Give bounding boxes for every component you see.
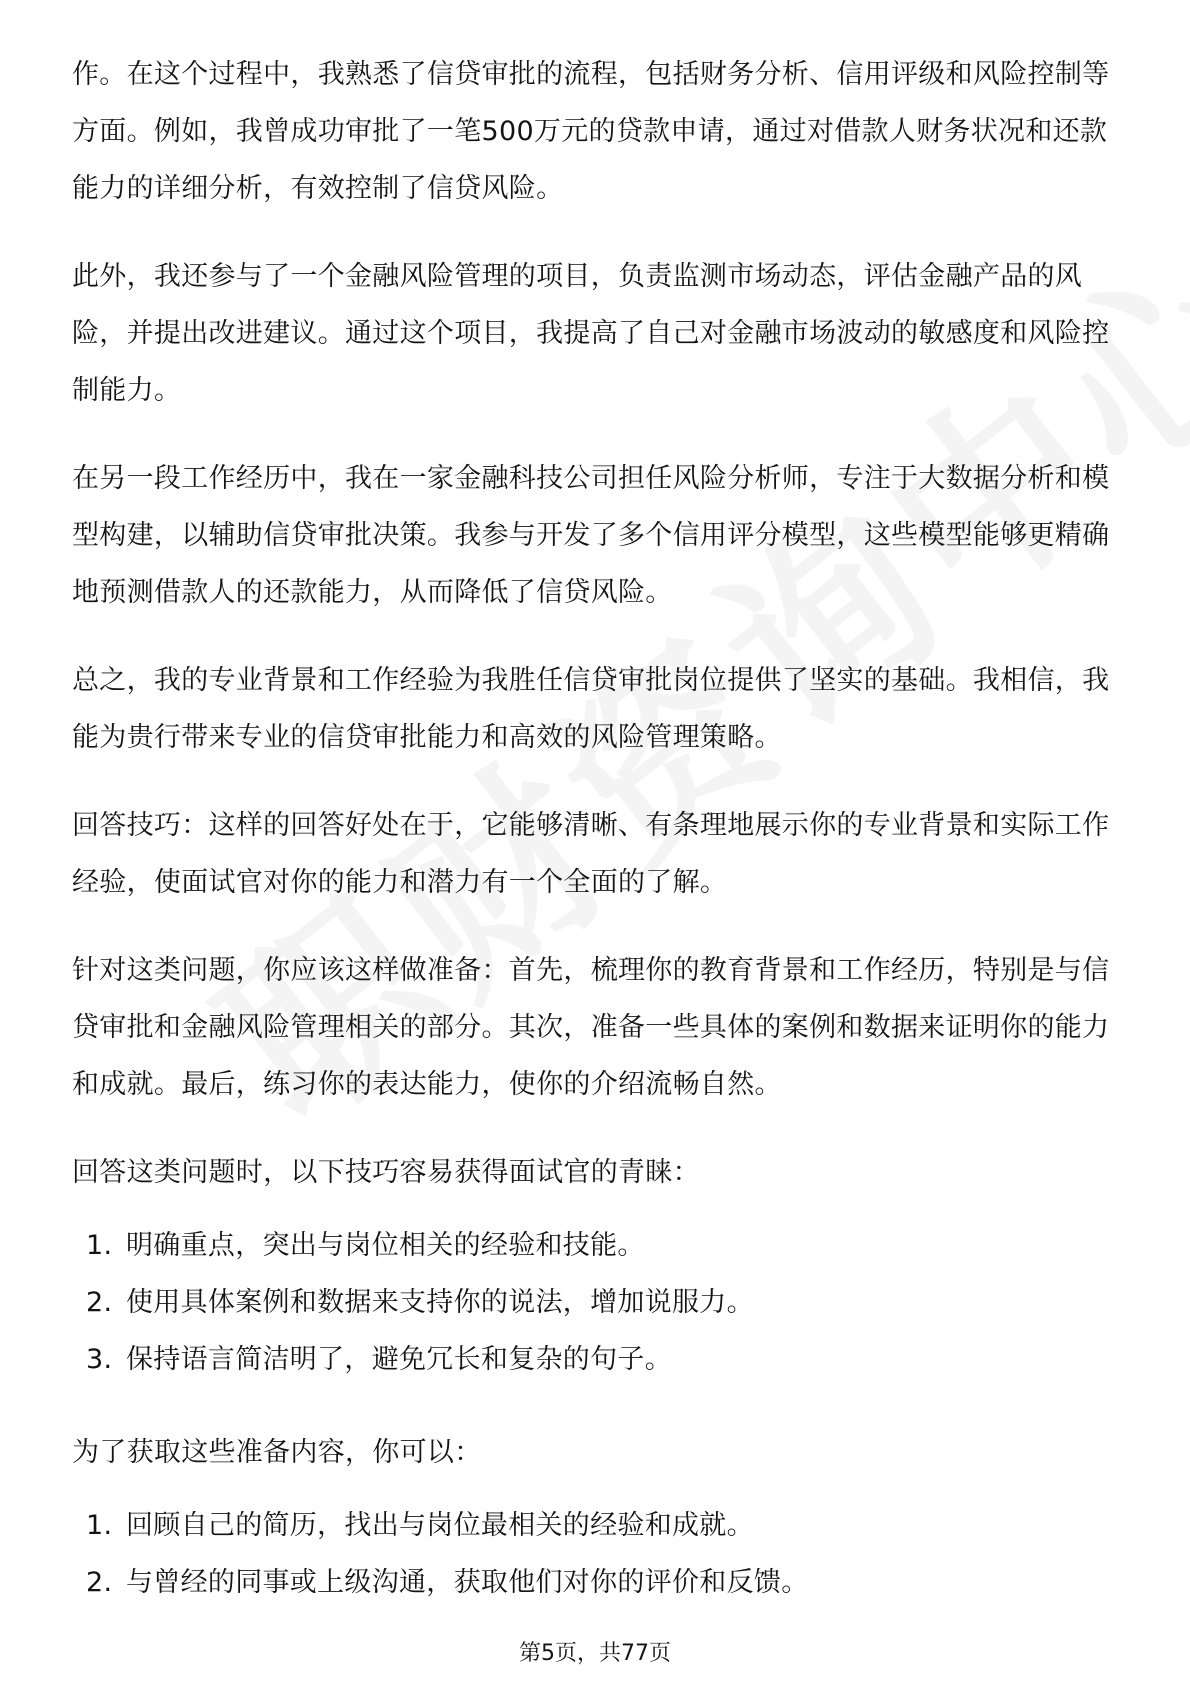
list-item-text: 明确重点，突出与岗位相关的经验和技能。 bbox=[126, 1230, 645, 1261]
paragraph: 作。在这个过程中，我熟悉了信贷审批的流程，包括财务分析、信用评级和风险控制等方面。例如，我曾成功审批了一笔500万元的贷款申请，通过对借款人财务状况和还款能力的详细分析，有效控制了信贷风险。 bbox=[72, 59, 1110, 204]
tips-list bbox=[72, 1217, 1122, 1388]
paragraph: 在另一段工作经历中，我在一家金融科技公司担任风险分析师，专注于大数据分析和模型构建，以辅助信贷审批决策。我参与开发了多个信用评分模型，这些模型能够更精确地预测借款人的还款能力，从而降低了信贷风险。 bbox=[72, 463, 1110, 608]
paragraph: 针对这类问题，你应该这样做准备：首先，梳理你的教育背景和工作经历，特别是与信贷审批和金融风险管理相关的部分。其次，准备一些具体的案例和数据来证明你的能力和成就。最后，练习你的表达能力，使你的介绍流畅自然。 bbox=[72, 955, 1110, 1100]
prep-intro: 为了获取这些准备内容，你可以： bbox=[72, 1437, 482, 1468]
list-item-text: 保持语言简洁明了，避免冗长和复杂的句子。 bbox=[126, 1344, 672, 1375]
list-item-text: 与曾经的同事或上级沟通，获取他们对你的评价和反馈。 bbox=[126, 1567, 809, 1598]
paragraph: 此外，我还参与了一个金融风险管理的项目，负责监测市场动态，评估金融产品的风险，并提出改进建议。通过这个项目，我提高了自己对金融市场波动的敏感度和风险控制能力。 bbox=[72, 261, 1110, 406]
list-item bbox=[72, 1331, 1122, 1388]
list-item bbox=[72, 1497, 1122, 1554]
list-number: 1. bbox=[86, 1510, 113, 1541]
list-item-text: 回顾自己的简历，找出与岗位最相关的经验和成就。 bbox=[126, 1510, 754, 1541]
document-body bbox=[72, 46, 1122, 1647]
tips-intro: 回答这类问题时，以下技巧容易获得面试官的青睐： bbox=[72, 1157, 700, 1188]
list-item bbox=[72, 1217, 1122, 1274]
paragraph: 总之，我的专业背景和工作经验为我胜任信贷审批岗位提供了坚实的基础。我相信，我能为贵行带来专业的信贷审批能力和高效的风险管理策略。 bbox=[72, 665, 1110, 753]
list-number: 3. bbox=[86, 1344, 113, 1375]
prep-list bbox=[72, 1497, 1122, 1611]
list-number: 1. bbox=[86, 1230, 113, 1261]
list-item bbox=[72, 1554, 1122, 1611]
page-number-footer: 第5页，共77页 bbox=[519, 1641, 671, 1666]
list-item-text: 使用具体案例和数据来支持你的说法，增加说服力。 bbox=[126, 1287, 754, 1318]
list-item bbox=[72, 1274, 1122, 1331]
list-number: 2. bbox=[86, 1287, 113, 1318]
tips-paragraph: 回答技巧：这样的回答好处在于，它能够清晰、有条理地展示你的专业背景和实际工作经验，使面试官对你的能力和潜力有一个全面的了解。 bbox=[72, 810, 1110, 898]
list-number: 2. bbox=[86, 1567, 113, 1598]
